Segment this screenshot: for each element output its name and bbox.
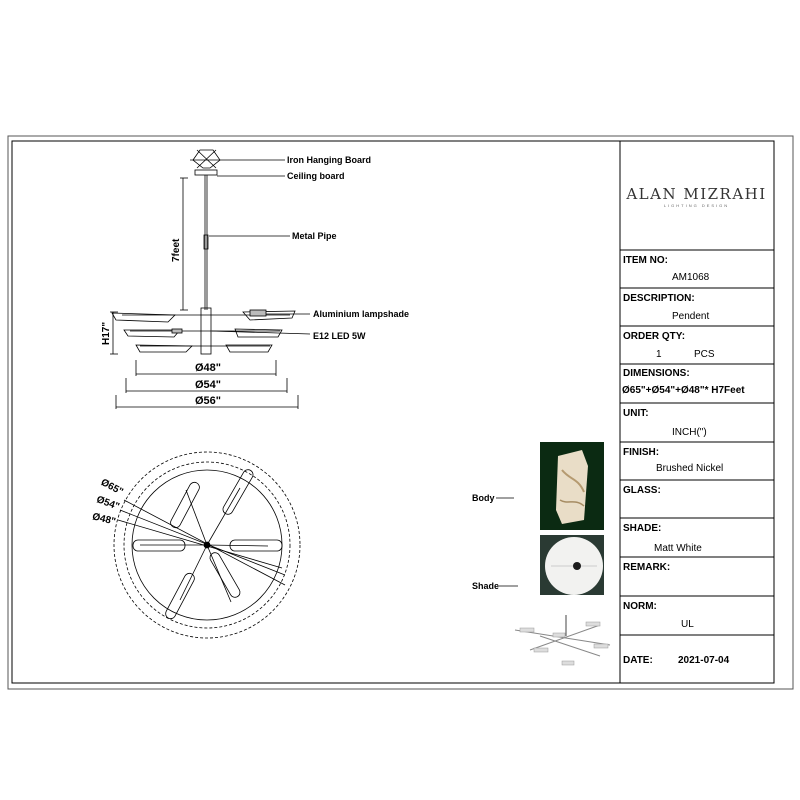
item-no-label: ITEM NO: xyxy=(623,255,668,266)
callout-lampshade: Aluminium lampshade xyxy=(313,309,410,319)
label-body: Body xyxy=(472,493,495,503)
ceiling-board-shape xyxy=(195,170,217,175)
shade-value: Matt White xyxy=(654,543,702,554)
finish-value: Brushed Nickel xyxy=(656,463,724,474)
brand-logo: ALAN MIZRAHI xyxy=(626,185,767,203)
inner-frame xyxy=(12,141,774,683)
dim-fixture-height: H17" xyxy=(101,321,112,345)
fixture-photo xyxy=(515,615,610,665)
brand-tagline: LIGHTING DESIGN xyxy=(663,203,730,208)
top-view xyxy=(114,452,300,638)
callout-metal-pipe: Metal Pipe xyxy=(292,231,337,241)
order-qty-value: 1 xyxy=(656,349,662,360)
dim-pipe-height: 7feet xyxy=(171,238,182,262)
glass-label: GLASS: xyxy=(623,485,661,496)
top-shade-5 xyxy=(164,572,196,621)
dim-d65-top: Ø65" xyxy=(98,477,125,498)
shade-left-1 xyxy=(112,313,175,322)
description-value: Pendent xyxy=(672,311,710,322)
item-no-value: AM1068 xyxy=(672,272,710,283)
top-shade-6 xyxy=(133,540,185,551)
dim-d48-top: Ø48" xyxy=(91,511,117,528)
finish-label: FINISH: xyxy=(623,447,660,458)
unit-label: UNIT: xyxy=(623,408,649,419)
date-label: DATE: xyxy=(623,655,653,666)
shade-photo xyxy=(499,535,604,595)
callout-ceiling-board: Ceiling board xyxy=(287,171,345,181)
dimensions-value: Ø65"+Ø54"+Ø48"* H7Feet xyxy=(622,385,745,396)
norm-label: NORM: xyxy=(623,601,657,612)
label-shade: Shade xyxy=(472,581,500,591)
shade-label: SHADE: xyxy=(623,523,662,534)
description-label: DESCRIPTION: xyxy=(623,293,695,304)
dim-d56-side: Ø56" xyxy=(195,395,222,407)
body-photo xyxy=(496,442,604,530)
dimensions-label: DIMENSIONS: xyxy=(623,368,690,379)
callout-led: E12 LED 5W xyxy=(313,331,366,341)
order-qty-label: ORDER QTY: xyxy=(623,331,686,342)
date-value: 2021-07-04 xyxy=(678,655,730,666)
dim-d54-top: Ø54" xyxy=(94,494,121,513)
norm-value: UL xyxy=(681,619,694,630)
outer-frame xyxy=(8,136,793,689)
order-qty-unit: PCS xyxy=(694,349,715,360)
dim-d54-side: Ø54" xyxy=(195,379,222,391)
remark-label: REMARK: xyxy=(623,562,671,573)
unit-value: INCH(") xyxy=(672,427,707,438)
top-shade-1 xyxy=(169,481,201,530)
top-shade-4 xyxy=(208,551,242,599)
dim-d48-side: Ø48" xyxy=(195,362,222,374)
title-block-lines xyxy=(620,250,774,635)
callout-hanging-board: Iron Hanging Board xyxy=(287,155,371,165)
